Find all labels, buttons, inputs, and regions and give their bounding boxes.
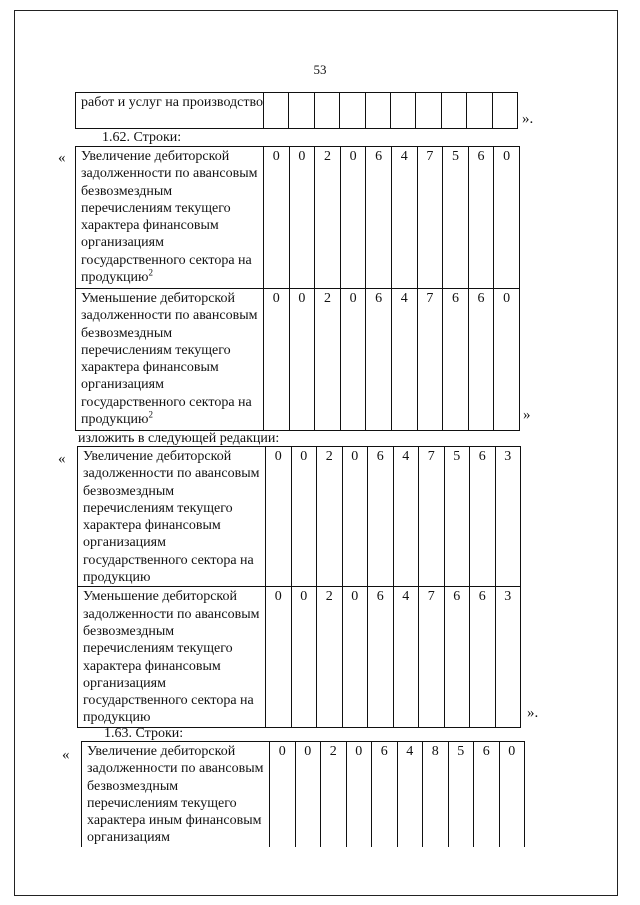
code-digit: 4 [393, 587, 419, 727]
code-digit [416, 93, 441, 129]
code-digit [289, 93, 314, 129]
table-row [78, 587, 521, 727]
row-label: Уменьшение дебиторской задолженности по авансовым безвозмездным перечислениям текущего характера финансовым организациям государственного сектора на продукцию [78, 587, 266, 727]
open-quote: « [62, 747, 70, 763]
table-row [78, 447, 521, 587]
code-digit: 3 [495, 587, 521, 727]
code-digit: 0 [295, 742, 321, 847]
table-row [76, 289, 520, 431]
table-1-62-old [75, 146, 520, 431]
code-digit: 6 [468, 289, 494, 431]
code-digit [264, 93, 289, 129]
code-digit: 4 [393, 447, 419, 587]
code-digit [492, 93, 517, 129]
footnote-marker: 2 [148, 409, 153, 420]
code-digit [390, 93, 415, 129]
row-label-text: Уменьшение дебиторской задолженности по авансовым безвозмездным перечислениям текущего характера финансовым организациям государственного сектора на продукцию [81, 291, 258, 428]
code-digit: 4 [391, 147, 417, 289]
code-digit: 6 [444, 587, 470, 727]
table-row [82, 742, 525, 847]
code-digit: 6 [366, 147, 392, 289]
code-digit [467, 93, 492, 129]
open-quote: « [58, 150, 66, 166]
code-digit: 6 [470, 447, 496, 587]
code-digit: 7 [417, 147, 443, 289]
code-digit: 0 [289, 289, 315, 431]
code-digit: 6 [468, 147, 494, 289]
code-digit: 6 [470, 587, 496, 727]
row-label: работ и услуг на производство [76, 93, 264, 129]
code-digit: 6 [368, 587, 394, 727]
code-digit: 6 [474, 742, 500, 847]
code-digit: 5 [448, 742, 474, 847]
code-digit: 8 [423, 742, 449, 847]
code-digit: 0 [342, 587, 368, 727]
row-label [76, 289, 264, 431]
table-1-63 [81, 741, 525, 847]
close-quote: ». [522, 111, 534, 127]
code-digit: 0 [264, 289, 290, 431]
code-digit [441, 93, 466, 129]
code-digit [340, 93, 365, 129]
table-row [76, 93, 518, 129]
code-digit: 0 [270, 742, 296, 847]
code-digit: 4 [391, 289, 417, 431]
code-digit: 2 [315, 147, 341, 289]
code-digit: 5 [444, 447, 470, 587]
code-digit: 5 [443, 147, 469, 289]
page-number: 53 [313, 62, 327, 77]
code-digit [365, 93, 390, 129]
code-digit: 4 [397, 742, 423, 847]
code-digit: 6 [366, 289, 392, 431]
code-digit [314, 93, 339, 129]
code-digit: 0 [340, 289, 366, 431]
code-digit: 0 [291, 447, 317, 587]
code-digit: 0 [291, 587, 317, 727]
code-digit: 0 [266, 447, 292, 587]
code-digit: 0 [494, 289, 520, 431]
code-digit: 0 [494, 147, 520, 289]
table-top-fragment [75, 92, 518, 129]
code-digit: 7 [419, 447, 445, 587]
replacement-intro: изложить в следующей редакции: [78, 431, 280, 446]
section-heading-1-63: 1.63. Строки: [104, 726, 184, 741]
code-digit: 6 [372, 742, 398, 847]
code-digit: 6 [443, 289, 469, 431]
code-digit: 7 [417, 289, 443, 431]
code-digit: 2 [321, 742, 347, 847]
row-label [76, 147, 264, 289]
code-digit: 0 [266, 587, 292, 727]
code-digit: 2 [317, 447, 343, 587]
code-digit: 3 [495, 447, 521, 587]
row-label-text: Увеличение дебиторской задолженности по авансовым безвозмездным перечислениям текущего характера финансовым организациям государственного сектора на продукцию [81, 149, 258, 286]
footnote-marker: 2 [148, 267, 153, 278]
row-label: Увеличение дебиторской задолженности по авансовым безвозмездным перечислениям текущего характера финансовым организациям государственного сектора на продукцию [78, 447, 266, 587]
code-digit: 0 [499, 742, 525, 847]
table-row [76, 147, 520, 289]
close-quote: ». [527, 705, 539, 721]
code-digit: 0 [264, 147, 290, 289]
code-digit: 7 [419, 587, 445, 727]
code-digit: 0 [346, 742, 372, 847]
code-digit: 0 [342, 447, 368, 587]
open-quote: « [58, 451, 66, 467]
code-digit: 2 [315, 289, 341, 431]
close-quote: » [523, 407, 531, 423]
section-heading-1-62: 1.62. Строки: [102, 130, 182, 145]
row-label: Увеличение дебиторской задолженности по авансовым безвозмездным перечислениям текущего характера иным финансовым организациям [82, 742, 270, 847]
code-digit: 0 [289, 147, 315, 289]
code-digit: 6 [368, 447, 394, 587]
code-digit: 0 [340, 147, 366, 289]
table-1-62-new [77, 446, 521, 728]
code-digit: 2 [317, 587, 343, 727]
